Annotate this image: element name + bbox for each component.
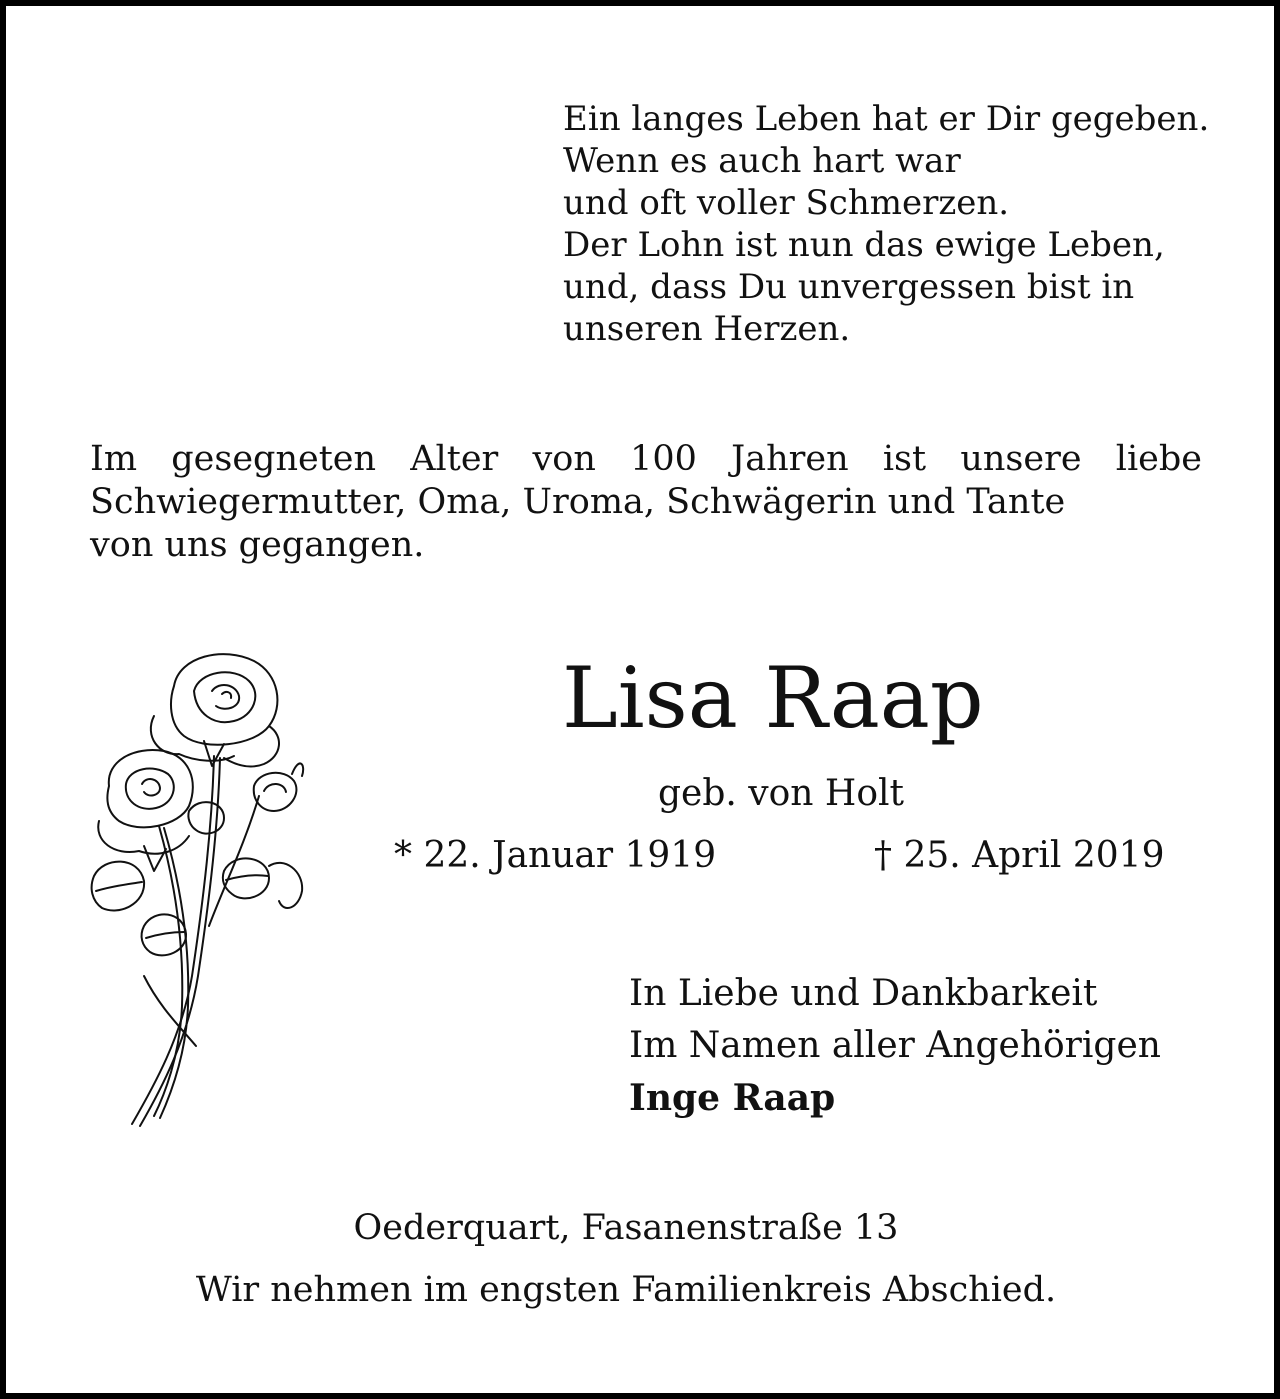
farewell-notice: Wir nehmen im engsten Familienkreis Abschied. <box>195 1270 1057 1310</box>
address: Oederquart, Fasanenstraße 13 <box>353 1208 899 1248</box>
maiden-name: geb. von Holt <box>658 773 904 814</box>
announcement-line: Im gesegneten Alter von 100 Jahren ist unsere liebe <box>90 439 1202 479</box>
poem-line: unseren Herzen. <box>563 309 851 349</box>
birth-date: * 22. Januar 1919 <box>394 835 717 876</box>
poem-line: und, dass Du unvergessen bist in <box>563 267 1135 307</box>
announcement-line: von uns gegangen. <box>90 525 425 565</box>
signature-line: Im Namen aller Angehörigen <box>629 1025 1161 1066</box>
announcement-line: Schwiegermutter, Oma, Uroma, Schwägerin und Tante <box>90 482 1066 522</box>
poem <box>563 98 1209 350</box>
roses-icon <box>84 646 314 1136</box>
poem-line: Wenn es auch hart war <box>563 141 961 181</box>
signature-block <box>629 968 1161 1124</box>
death-date: † 25. April 2019 <box>874 835 1165 876</box>
poem-line: Ein langes Leben hat er Dir gegeben. <box>563 99 1210 139</box>
signature-line: In Liebe und Dankbarkeit <box>629 973 1098 1014</box>
deceased-name: Lisa Raap <box>562 649 984 747</box>
announcement-text <box>90 438 1202 567</box>
poem-line: und oft voller Schmerzen. <box>563 183 1010 223</box>
poem-line: Der Lohn ist nun das ewige Leben, <box>563 225 1165 265</box>
signer-name: Inge Raap <box>629 1077 836 1119</box>
